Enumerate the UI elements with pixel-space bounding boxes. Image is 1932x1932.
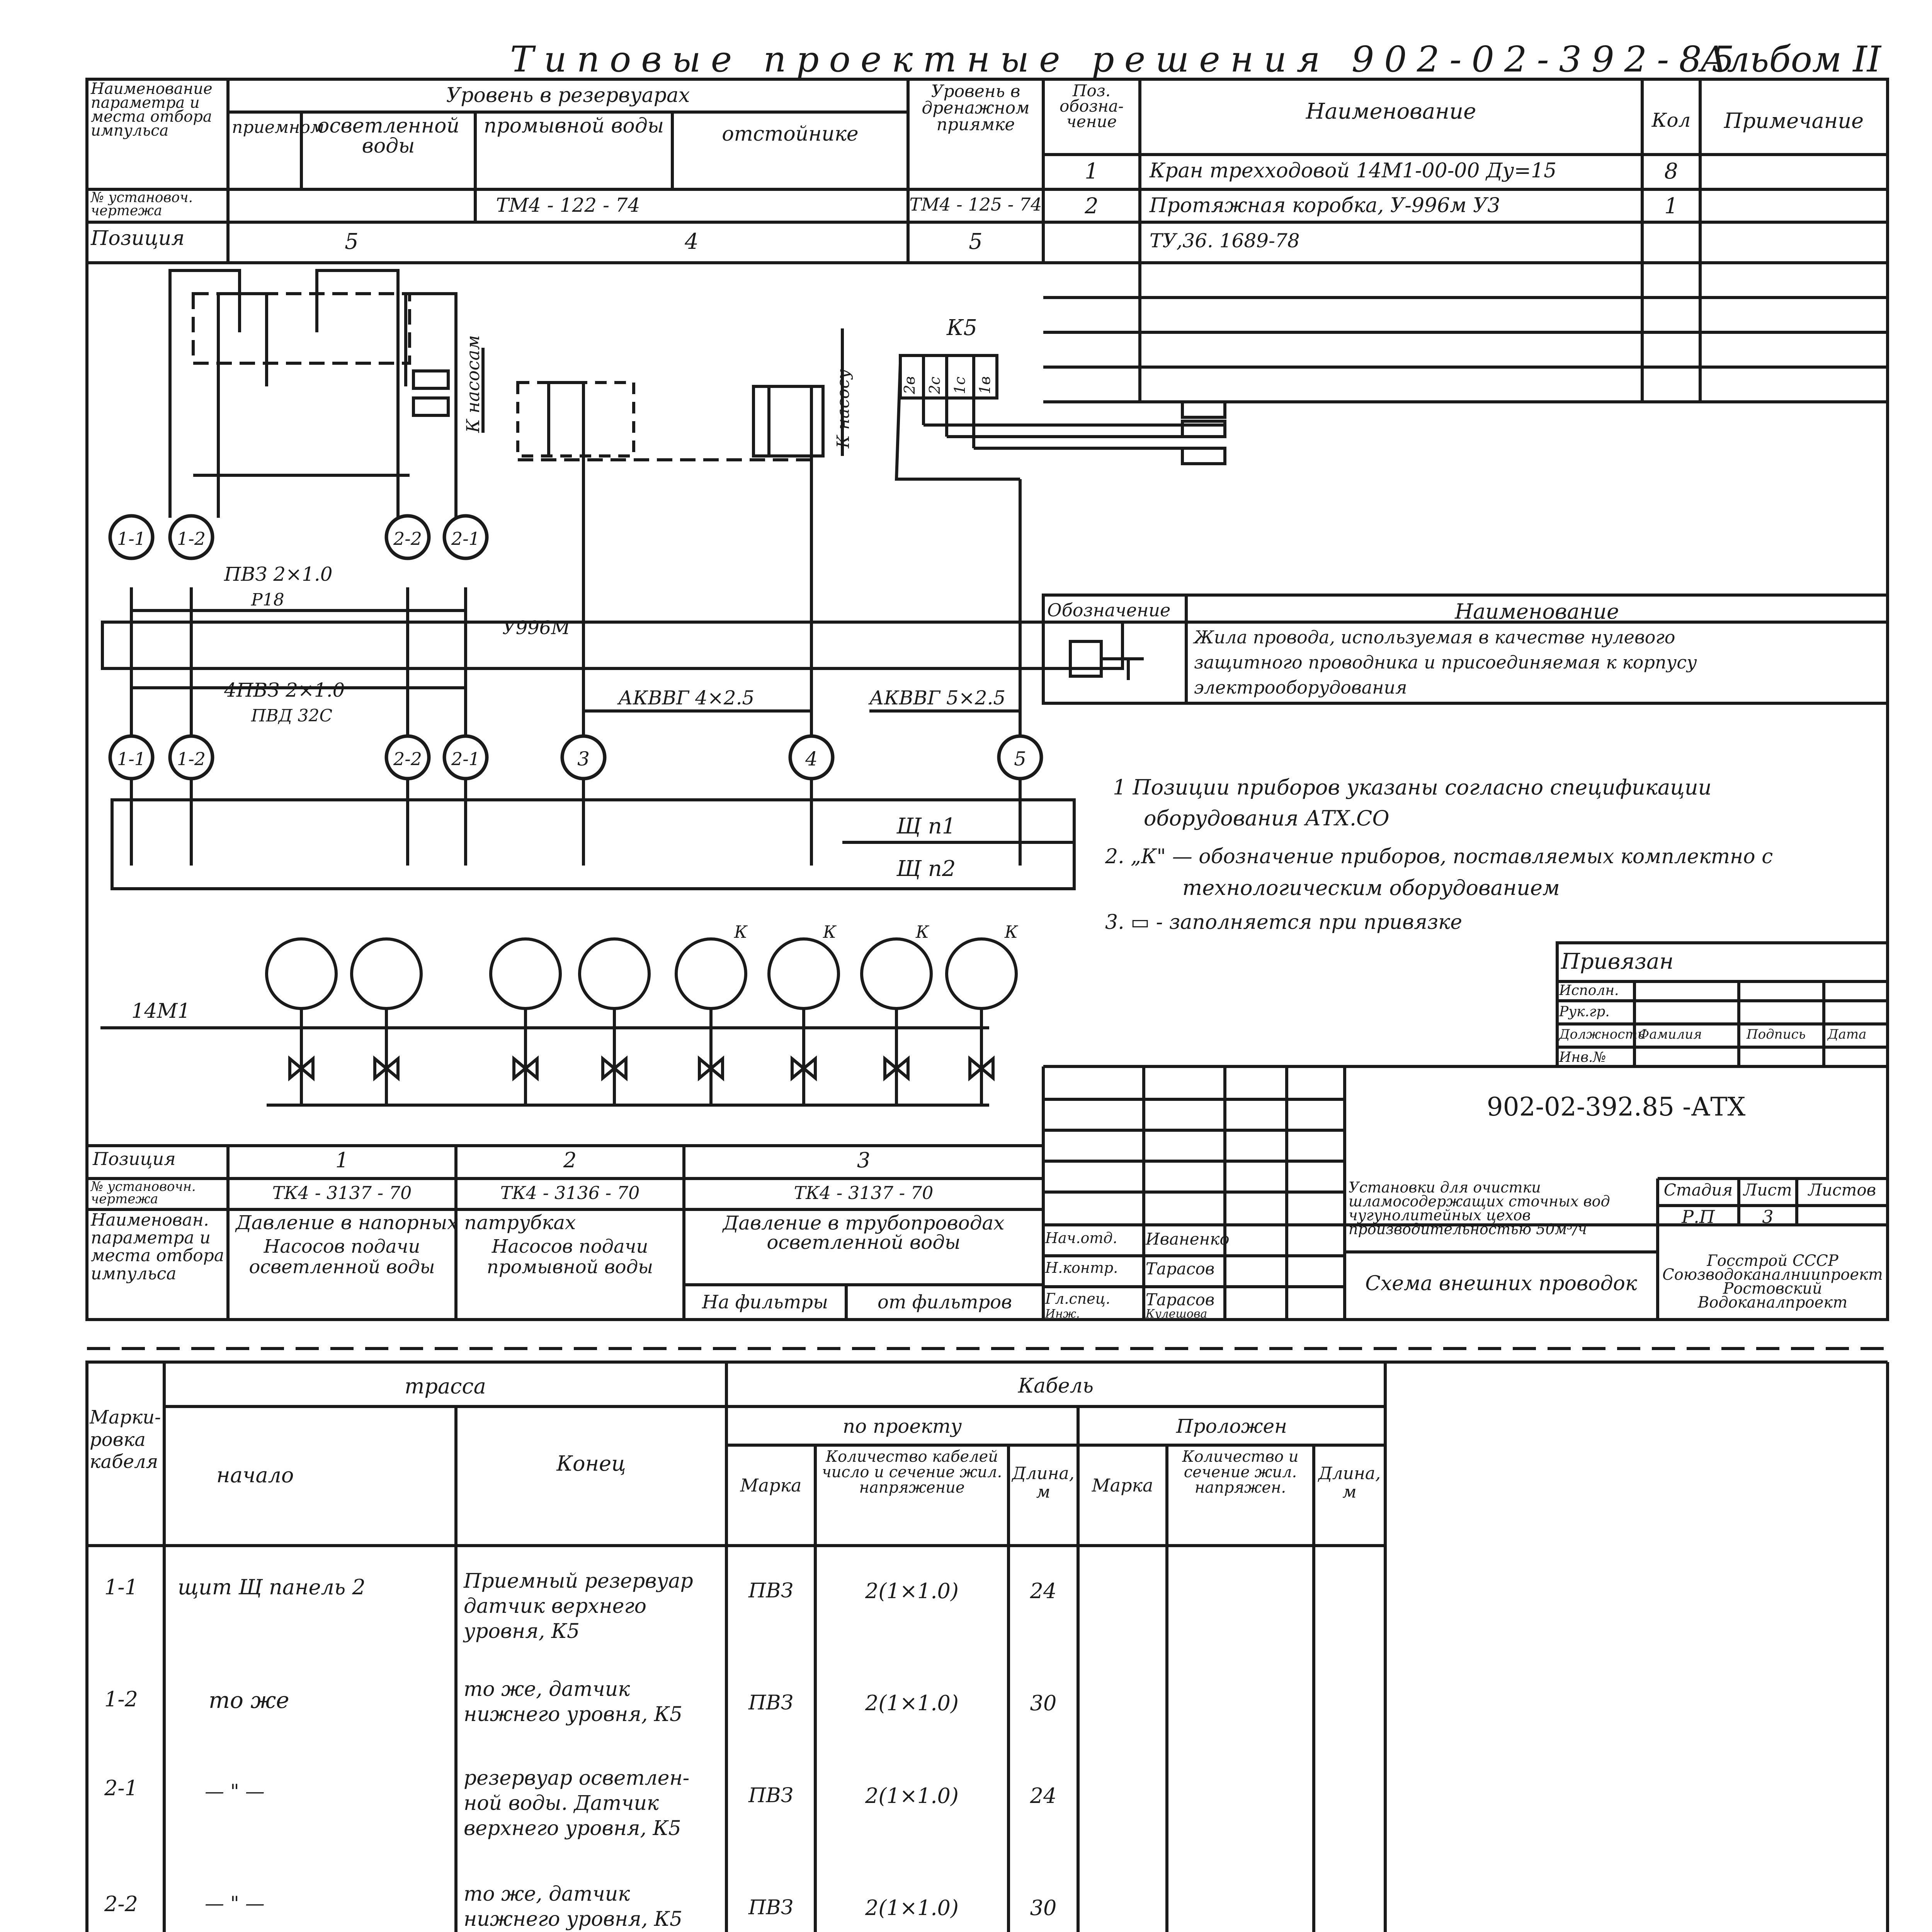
param-head: Наименование параметра и места отбора импульса [91,80,213,139]
level-head: Уровень в резервуарах [446,84,690,107]
cj-brand: ПВЗ [748,1784,793,1807]
legend-h1: Обозначение [1047,600,1171,621]
bt-drawing: № установочн. чертежа [91,1179,196,1207]
stamp-col: Дата [1828,1027,1867,1042]
pos-5a: 5 [345,229,359,254]
cj-id: 2-1 [104,1776,138,1800]
cj-h-len: Длина, м [1012,1464,1075,1502]
circle-label: 3 [577,748,590,770]
cj-h-len2: Длина, м [1318,1464,1381,1502]
sheet-num: 3 [1762,1206,1774,1227]
cj-id: 2-2 [104,1892,138,1916]
circle-label: 2-2 [393,748,422,769]
cable-top-2: Р18 [251,590,284,610]
drawing-head: № установоч. чертежа [91,190,193,219]
terminal: 2с [926,376,943,394]
spec-row-name: ТУ,36. 1689-78 [1150,230,1300,252]
spec-row-pos: 1 [1085,159,1099,184]
series-title: Типовые проектные решения 902-02-392-85 [510,39,1745,80]
cj-h-brand2: Марка [1092,1475,1153,1496]
staff-role: Н.контр. [1045,1259,1118,1276]
bt-c2: Насосов подачи промывной воды [486,1236,653,1278]
k-mark: К [734,922,748,942]
cable-mid-2: ПВД 32С [251,706,333,726]
bt-c3b: от фильтров [878,1291,1012,1313]
bt-position: Позиция [93,1148,176,1169]
k5-label: К5 [947,315,977,340]
circle-label: 2-1 [451,748,480,769]
box-label: У996М [502,617,570,639]
cj-brand: ПВЗ [748,1896,793,1919]
circle-label: 1-2 [177,748,206,769]
circle-label: 1-1 [117,748,146,769]
stamp-col: Фамилия [1638,1027,1702,1042]
drawing-drain: ТМ4 - 125 - 74 [909,194,1042,215]
legend-line: защитного проводника и присоединяемая к корпусу [1194,652,1697,673]
panel-2: Щ п2 [896,856,956,881]
cj-len: 24 [1030,1579,1057,1603]
cj-end: то же, датчик нижнего уровня, К5 [464,1883,683,1931]
cj-h-start: начало [216,1463,294,1487]
sheet3-org: Госстрой СССР Союзводоканалниипроект Ростовский Водоканалпроект [1662,1252,1883,1311]
staff-name: Кулешова [1146,1307,1208,1321]
gauges [267,939,1016,1105]
staff-name: Иваненко [1146,1230,1230,1248]
stamp-row: Инв.№ [1559,1049,1606,1065]
spec-h-pos: Поз. обозна- чение [1059,81,1124,131]
cj-end: Приемный резервуар датчик верхнего уровня, К5 [464,1570,693,1643]
cj-qty: 2(1×1.0) [865,1691,959,1715]
staff-role: Инж. [1045,1307,1080,1321]
spec-h-note: Примечание [1724,109,1864,133]
bt-c1: Насосов подачи осветленной воды [249,1236,435,1278]
spec-row-name: Кран трехходовой 14М1-00-00 Ду=15 [1150,159,1557,182]
cj-h-end: Конец [556,1451,626,1476]
sheet3-desc: Установки для очистки шламосодержащих сточных вод чугунолитейных цехов производительностью 50м³/ч [1349,1179,1610,1238]
cj-len: 30 [1030,1896,1057,1920]
drawing-main: ТМ4 - 122 - 74 [496,194,640,216]
sheet3-title: Схема внешних проводок [1365,1272,1637,1295]
col-promyv: промывной воды [483,114,664,138]
circle-label: 5 [1014,748,1026,770]
cj-h-qty: Количество кабелей число и сечение жил. напряжение [821,1448,1002,1497]
cj-h-qty2: Количество и сечение жил. напряжен. [1182,1448,1299,1497]
bt-dwg: ТК4 - 3136 - 70 [500,1182,640,1203]
staff-role: Нач.отд. [1045,1230,1117,1247]
bt-pos: 2 [563,1148,577,1172]
col-otstoy: отстойнике [722,122,859,146]
cable-top: ПВЗ 2×1.0 [224,563,333,585]
circle-label: 2-1 [451,528,480,549]
cj-start: то же [209,1687,289,1713]
bt-dwg: ТК4 - 3137 - 70 [272,1182,412,1203]
spec-row-pos: 2 [1085,194,1099,219]
spec-h-qty: Кол [1651,109,1691,131]
cj-h-laid: Проложен [1176,1415,1287,1437]
stamp-row: Должность [1559,1027,1645,1042]
stage: Р.П [1682,1206,1715,1227]
pos-4: 4 [685,229,699,254]
cable-mid: 4ПВЗ 2×1.0 [224,679,345,701]
position-head: Позиция [91,227,185,250]
cj-end: резервуар осветлен- ной воды. Датчик верхнего уровня, К5 [464,1767,690,1840]
cj-h-brand: Марка [740,1475,802,1496]
cj-h-mark: Марки- ровка кабеля [90,1406,161,1473]
note: технологическим оборудованием [1182,876,1560,900]
bt-pressure-filter: Давление в трубопроводах осветленной воды [723,1212,1005,1253]
pos-5b: 5 [969,229,983,254]
k-mark: К [916,922,929,942]
cj-qty: 2(1×1.0) [865,1896,959,1920]
bt-pos: 3 [857,1148,871,1172]
col-osvetlen: осветленной воды [317,114,459,158]
cj-len: 24 [1030,1784,1057,1808]
cj-h-project: по проекту [842,1415,962,1437]
cj-start: — " — [205,1892,265,1915]
note: 1 Позиции приборов указаны согласно спецификации [1113,775,1712,799]
sheets-h: Листов [1808,1180,1876,1199]
staff-name: Тарасов [1146,1259,1215,1278]
terminal: 1с [951,376,968,394]
spec-row-name: Протяжная коробка, У-996м У3 [1150,194,1500,217]
cable-5: АКВВГ 5×2.5 [869,687,1006,709]
bt-pos: 1 [335,1148,349,1172]
bt-c3a: На фильтры [702,1291,828,1313]
spec-row-qty: 8 [1664,159,1678,184]
k-mark: К [823,922,837,942]
spec-row-qty: 1 [1664,194,1678,219]
stage-h: Стадия [1663,1180,1733,1199]
stamp-row: Исполн. [1559,983,1619,998]
col-priemnom: приемном [232,117,325,137]
cj-h-route: трасса [405,1374,486,1398]
cj-id: 1-1 [104,1575,138,1599]
terminal: 1в [976,376,993,394]
spec-h-name: Наименование [1306,99,1476,124]
legend-line: Жила провода, используемая в качестве нулевого [1194,627,1675,648]
sheet-h: Лист [1743,1180,1792,1199]
panel-1: Щ п1 [896,814,956,839]
k-nasosam: К насосам [463,335,483,433]
cj-start: щит Щ панель 2 [178,1575,366,1599]
cj-start: — " — [205,1780,265,1803]
note: 3. ▭ - заполняется при привязке [1105,911,1462,934]
privyazan: Привязан [1561,949,1674,974]
stamp-row: Рук.гр. [1559,1004,1610,1020]
circle-label: 1-2 [177,528,206,549]
bt-param: Наименован. параметра и места отбора импульса [91,1210,224,1284]
manifold-label: 14М1 [131,1000,190,1023]
bt-pressure-head: Давление в напорных патрубках [236,1211,576,1234]
circles-top [110,516,487,558]
staff-role: Гл.спец. [1045,1290,1111,1307]
circle-label: 2-2 [393,528,422,549]
cj-brand: ПВЗ [748,1579,793,1602]
sheet3-code: 902-02-392.85 -АТХ [1486,1092,1746,1122]
bt-dwg: ТК4 - 3137 - 70 [794,1182,934,1203]
cj-qty: 2(1×1.0) [865,1579,959,1603]
stamp-col: Подпись [1747,1027,1806,1042]
k-mark: К [1005,922,1018,942]
k-nasosu: К насосу [833,369,853,448]
drain-level: Уровень в дренажном приямке [922,82,1030,135]
staff-name: Тарасов [1146,1290,1215,1309]
cj-qty: 2(1×1.0) [865,1784,959,1808]
cj-len: 30 [1030,1691,1057,1715]
cj-id: 1-2 [104,1687,138,1711]
legend-line: электрооборудования [1194,677,1407,698]
circle-label: 1-1 [117,528,146,549]
legend-h2: Наименование [1455,599,1619,624]
note: 2. „К" — обозначение приборов, поставляемых комплектно с [1105,845,1773,868]
album-label: Альбом II [1700,39,1881,80]
circle-label: 4 [805,748,818,770]
cj-h-cable: Кабель [1018,1374,1094,1398]
terminal: 2в [901,376,918,394]
note: оборудования АТХ.СО [1144,806,1389,830]
cj-brand: ПВЗ [748,1691,793,1714]
cj-end: то же, датчик нижнего уровня, К5 [464,1678,683,1726]
cable-3: АКВВГ 4×2.5 [618,687,755,709]
